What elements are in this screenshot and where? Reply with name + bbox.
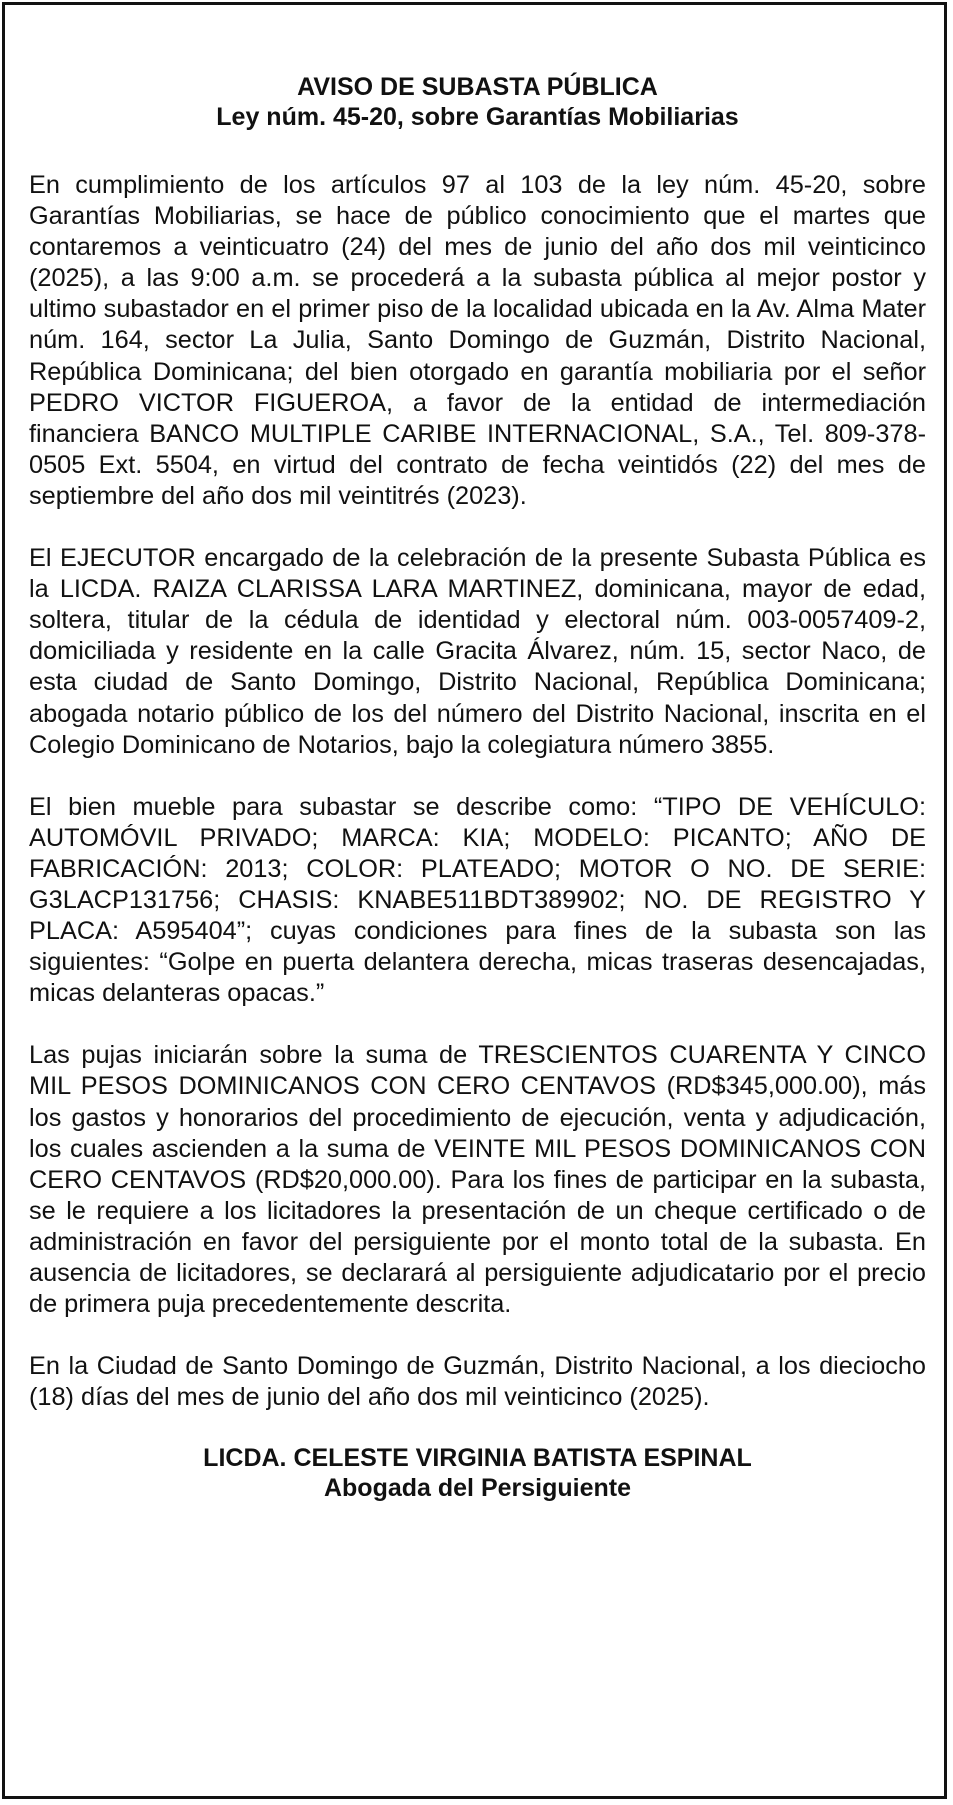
- paragraph-place-date: En la Ciudad de Santo Domingo de Guzmán, Distrito Nacional, a los dieciocho (18) días del mes de junio del año dos mil veinticinco (2025).: [29, 1352, 926, 1412]
- paragraph-auction-announcement: En cumplimiento de los artículos 97 al 103 de la ley núm. 45-20, sobre Garantías Mobiliarias, se hace de público conocimiento que el martes que contaremos a veinticuatro (24) del mes de junio del año dos mil veinticinco (2025), a las 9:00 a.m. se procederá a la subasta pública al mejor postor y ultimo subastador en el primer piso de la localidad ubicada en la Av. Alma Mater núm. 164, sector La Julia, Santo Domingo de Guzmán, Distrito Nacional, República Dominicana; del bien otorgado en garantía mobiliaria por el señor PEDRO VICTOR FIGUEROA, a favor de la entidad de intermediación financiera BANCO MULTIPLE CARIBE INTERNACIONAL, S.A., Tel. 809-378-0505 Ext. 5504, en virtud del contrato de fecha veintidós (22) del mes de septiembre del año dos mil veintitrés (2023).: [29, 171, 926, 510]
- signature-role: Abogada del Persiguiente: [323, 1474, 631, 1503]
- notice-title: AVISO DE SUBASTA PÚBLICA: [297, 73, 658, 101]
- notice-content: [29, 72, 926, 1503]
- signature-name: LICDA. CELESTE VIRGINIA BATISTA ESPINAL: [203, 1444, 752, 1473]
- paragraph-executor: El EJECUTOR encargado de la celebración de la presente Subasta Pública es la LICDA. RAIZA CLARISSA LARA MARTINEZ, dominicana, mayor de edad, soltera, titular de la cédula de identidad y electoral núm. 003-0057409-2, domiciliada y residente en la calle Gracita Álvarez, núm. 15, sector Naco, de esta ciudad de Santo Domingo, Distrito Nacional, República Dominicana; abogada notario público de los del número del Distrito Nacional, inscrita en el Colegio Dominicano de Notarios, bajo la colegiatura número 3855.: [29, 544, 926, 759]
- paragraph-vehicle-description: El bien mueble para subastar se describe como: “TIPO DE VEHÍCULO: AUTOMÓVIL PRIVADO; MARCA: KIA; MODELO: PICANTO; AÑO DE FABRICACIÓN: 2013; COLOR: PLATEADO; MOTOR O NO. DE SERIE: G3LACP131756; CHASIS: KNABE511BDT389902; NO. DE REGISTRO Y PLACA: A595404”; cuyas condiciones para fines de la subasta son las siguientes: “Golpe en puerta delantera derecha, micas traseras desencajadas, micas delanteras opacas.”: [29, 792, 926, 1008]
- notice-subtitle: Ley núm. 45-20, sobre Garantías Mobiliarias: [216, 103, 739, 131]
- signature-block: [29, 1443, 926, 1503]
- paragraph-bidding-terms: Las pujas iniciarán sobre la suma de TRESCIENTOS CUARENTA Y CINCO MIL PESOS DOMINICANOS CON CERO CENTAVOS (RD$345,000.00), más los gastos y honorarios del procedimiento de ejecución, venta y adjudicación, los cuales ascienden a la suma de VEINTE MIL PESOS DOMINICANOS CON CERO CENTAVOS (RD$20,000.00). Para los fines de participar en la subasta, se le requiere a los licitadores la presentación de un cheque certificado o de administración en favor del persiguiente por el monto total de la subasta. En ausencia de licitadores, se declarará al persiguiente adjudicatario por el precio de primera puja precedentemente descrita.: [29, 1041, 926, 1319]
